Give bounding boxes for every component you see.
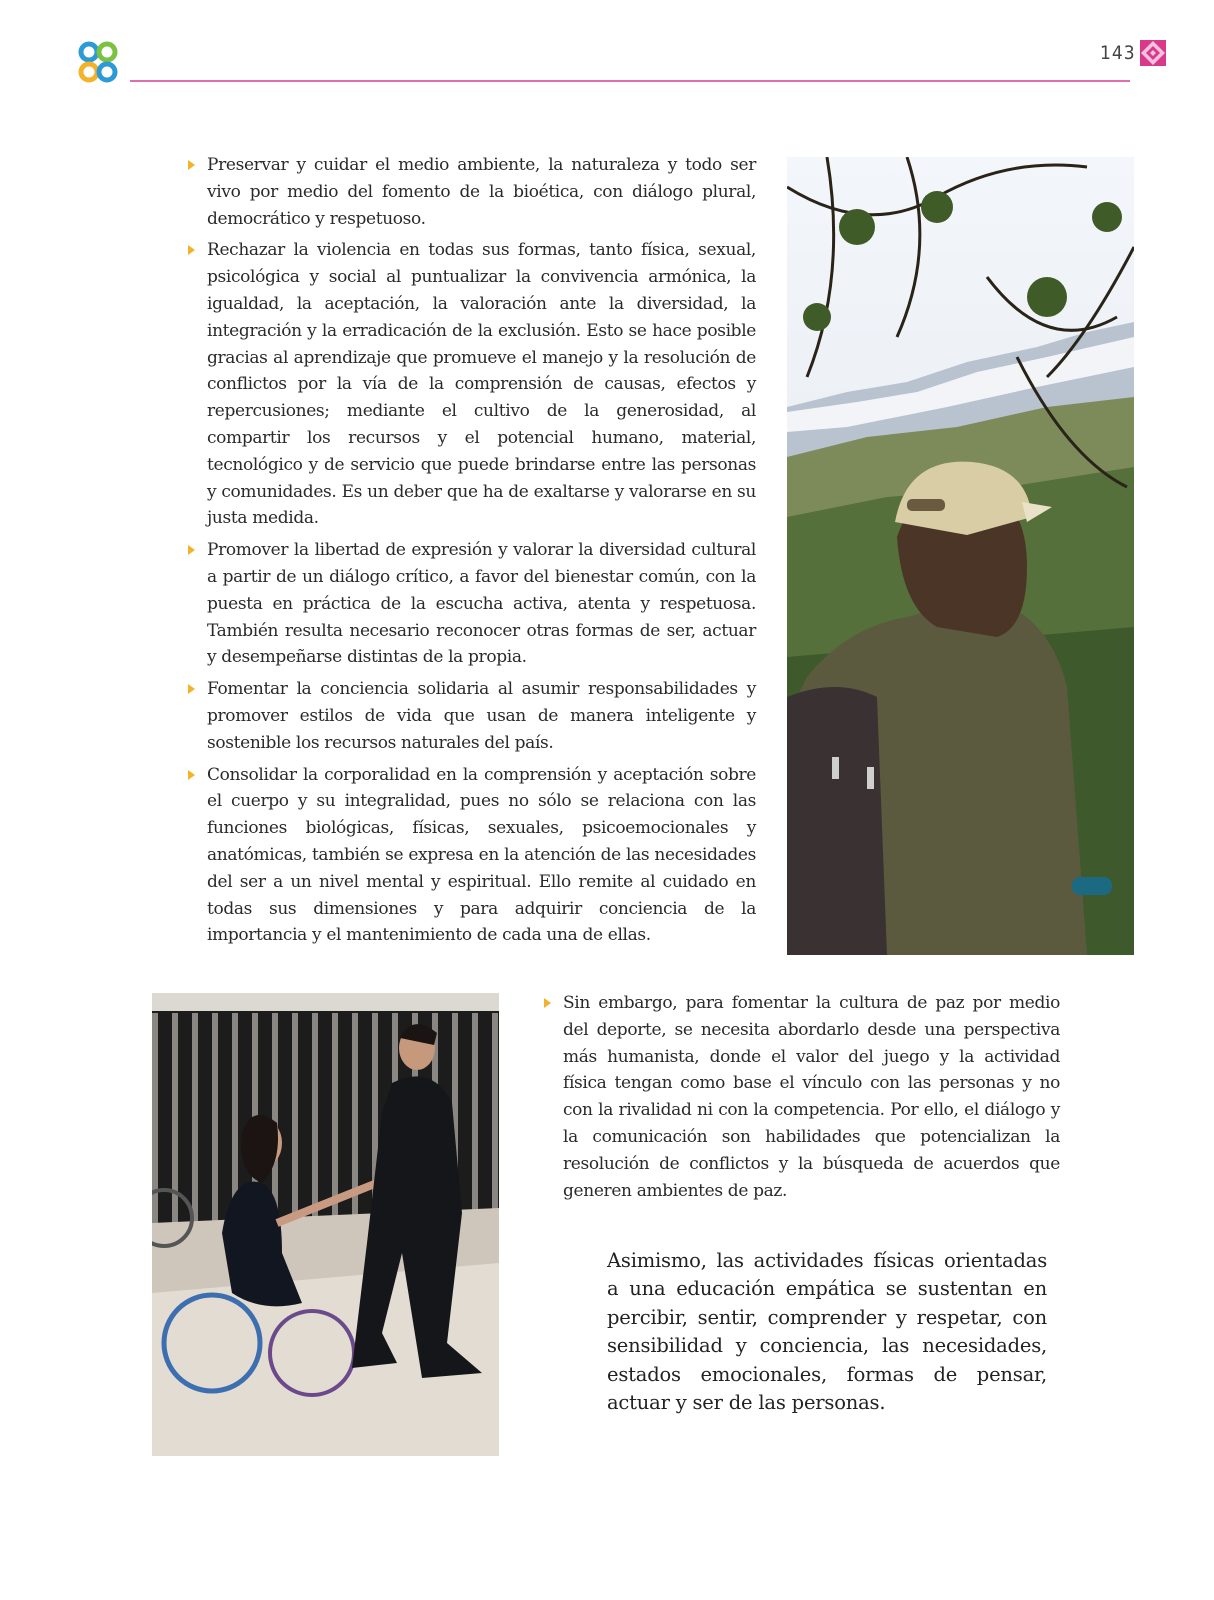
pattern-icon [1140, 40, 1166, 66]
list-item [188, 537, 756, 671]
list-item [188, 152, 756, 232]
list-item [188, 676, 756, 756]
main-bullet-list [188, 152, 756, 954]
bullet-icon [188, 160, 195, 170]
list-item-text: Fomentar la conciencia solidaria al asumir responsabilidades y promover estilos de vida que usan de manera inteligente y sostenible los recursos naturales del país. [207, 679, 756, 753]
list-item-text: Sin embargo, para fomentar la cultura de paz por medio del deporte, se necesita abordarlo desde una perspectiva más humanista, donde el valor del juego y la actividad física tengan como base el vínculo con las personas y no con la rivalidad ni con la competencia. Por ello, el diálogo y la comunicación son habilidades que potencializan la resolución de conflictos y la búsqueda de acuerdos que generen ambientes de paz. [563, 993, 1060, 1201]
list-item-text: Preservar y cuidar el medio ambiente, la naturaleza y todo ser vivo por medio del fomento de la bioética, con diálogo plural, democrático y respetuoso. [207, 155, 756, 229]
wheelchair-dance-photo [152, 993, 499, 1456]
list-item-text: Consolidar la corporalidad en la comprensión y aceptación sobre el cuerpo y su integralidad, pues no sólo se relaciona con las funciones biológicas, físicas, sexuales, psicoemocionales y anatómicas, también se expresa en la atención de las necesidades del ser a un nivel mental y espiritual. Ello remite al cuidado en todas sus dimensiones y para adquirir conciencia de la importancia y el mantenimiento de cada una de ellas. [207, 764, 756, 946]
second-bullet-list [544, 990, 1060, 1204]
list-item [188, 237, 756, 532]
header-rule [130, 80, 1130, 82]
logo-icon [74, 40, 122, 86]
list-item [188, 762, 756, 950]
bullet-icon [188, 770, 195, 780]
bullet-icon [188, 245, 195, 255]
page-number: 143 [1100, 42, 1136, 64]
list-item [544, 990, 1060, 1204]
hiker-photo [787, 157, 1134, 955]
list-item-text: Promover la libertad de expresión y valorar la diversidad cultural a partir de un diálogo crítico, a favor del bienestar común, con la puesta en práctica de la escucha activa, atenta y respetuosa. También resulta necesario reconocer otras formas de ser, actuar y desempeñarse distintas de la propia. [207, 540, 756, 668]
bullet-icon [544, 998, 551, 1008]
bullet-icon [188, 684, 195, 694]
list-item-text: Rechazar la violencia en todas sus formas, tanto física, sexual, psicológica y social al puntualizar la convivencia armónica, la igualdad, la aceptación, la valoración ante la diversidad, la integración y la erradicación de la exclusión. Esto se hace posible gracias al aprendizaje que promueve el manejo y la resolución de conflictos por la vía de la comprensión de causas, efectos y repercusiones; mediante el cultivo de la generosidad, al compartir los recursos y el potencial humano, material, tecnológico y de servicio que puede brindarse entre las personas y comunidades. Es un deber que ha de exaltarse y valorarse en su justa medida. [207, 240, 756, 529]
highlight-paragraph: Asimismo, las actividades físicas orientadas a una educación empática se sustentan en percibir, sentir, comprender y respetar, con sensibilidad y conciencia, las necesidades, estados emocionales, formas de pensar, actuar y ser de las personas. [607, 1248, 1047, 1414]
bullet-icon [188, 545, 195, 555]
